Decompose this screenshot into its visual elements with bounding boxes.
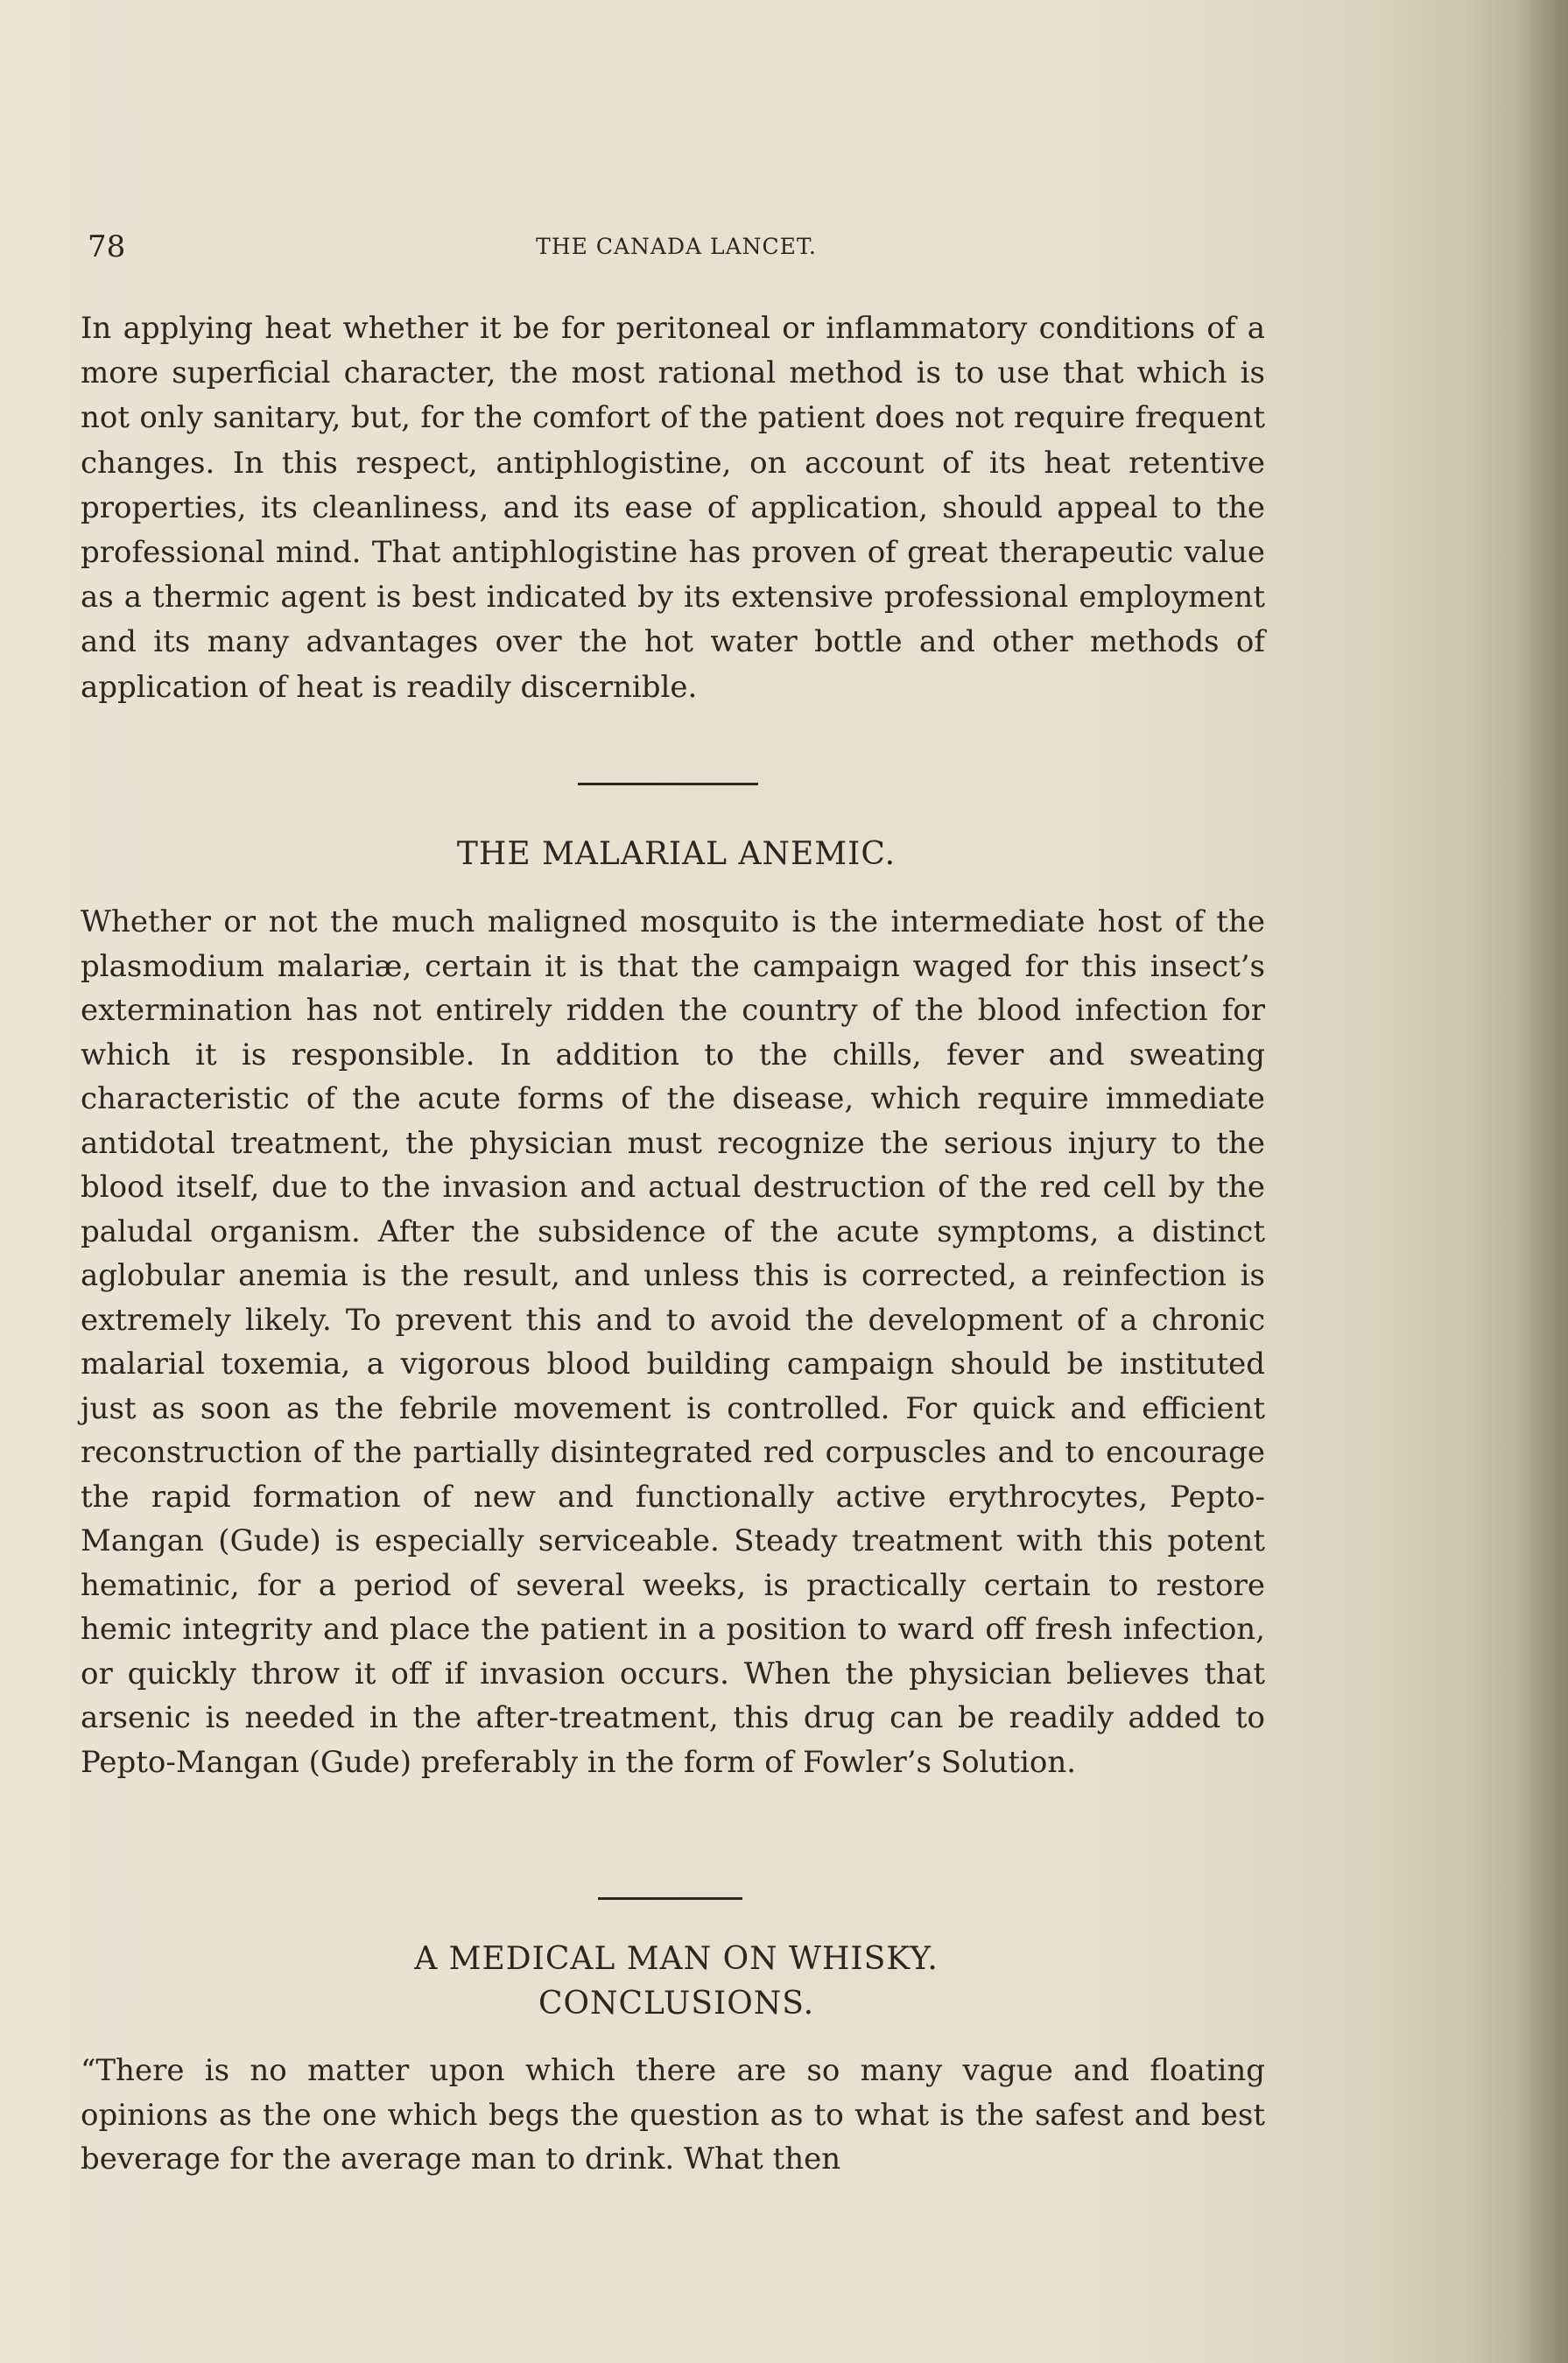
- malarial-anemic-paragraph: Whether or not the much maligned mosquito is the intermediate host of the plasmodium malariæ, certain it is that the campaign waged for this insect’s extermination has not entirely ridden the country of the blood infection for which it is responsible. In addition to the chills, fever and sweating characteristic of the acute forms of the disease, which require immediate antidotal treatment, the physician must recognize the serious injury to the blood itself, due to the invasion and actual destruction of the red cell by the paludal organism. After the subsidence of the acute symptoms, a distinct aglobular anemia is the result, and unless this is corrected, a reinfection is extremely likely. To prevent this and to avoid the development of a chronic malarial toxemia, a vigorous blood building campaign should be instituted just as soon as the febrile movement is controlled. For quick and efficient reconstruction of the partially disintegrated red corpuscles and to encourage the rapid formation of new and functionally active erythrocytes, Pepto-Mangan (Gude) is especially serviceable. Steady treatment with this potent hematinic, for a period of several weeks, is practically certain to restore hemic integrity and place the patient in a position to ward off fresh infection, or quickly throw it off if invasion occurs. When the physician believes that arsenic is needed in the after-treatment, this drug can be readily added to Pepto-Mangan (Gude) preferably in the form of Fowler’s Solution.: [81, 904, 1265, 1780]
- intro-paragraph: In applying heat whether it be for peritoneal or inflammatory conditions of a more superficial character, the most rational method is to use that which is not only sanitary, but, for the comfort of the patient does not require frequent changes. In this respect, antiphlogistine, on account of its heat retentive properties, its cleanliness, and its ease of application, should appeal to the professional mind. That antiphlogistine has proven of great therapeutic value as a thermic agent is best indicated by its extensive professional employment and its many advantages over the hot water bottle and other methods of application of heat is readily discernible.: [81, 311, 1265, 705]
- section-divider: [598, 1897, 742, 1900]
- whisky-paragraph: “There is no matter upon which there are so many vague and floating opinions as the one which begs the question as to what is the safest and best beverage for the average man to drink. What then: [81, 2053, 1265, 2177]
- section-title-medical-man: [88, 1937, 1265, 2026]
- section-subtitle-line: CONCLUSIONS.: [538, 1986, 815, 2022]
- section-title-malarial-anemic: THE MALARIAL ANEMIC.: [456, 836, 897, 872]
- page-header: [88, 229, 1265, 264]
- page-edge-shadow: [1515, 0, 1568, 2363]
- section-divider: [578, 783, 758, 785]
- page-number: 78: [88, 229, 126, 264]
- running-head: THE CANADA LANCET.: [536, 234, 817, 259]
- section-title-line: A MEDICAL MAN ON WHISKY.: [414, 1941, 939, 1977]
